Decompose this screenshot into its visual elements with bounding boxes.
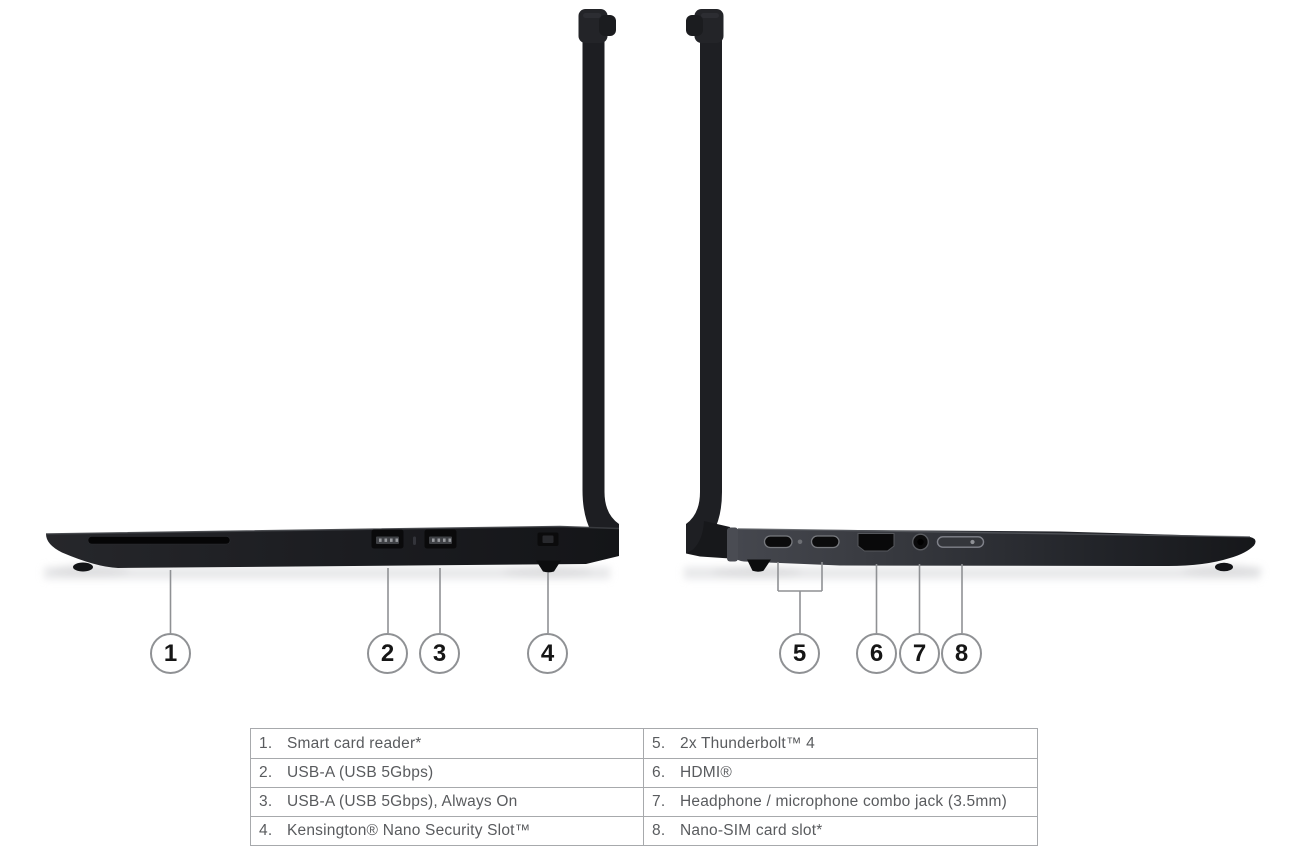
- callout-3-usb-a-always-on: 3: [419, 633, 460, 674]
- table-cell-num: 1.: [259, 734, 273, 752]
- laptop-right-hinge-cap: [727, 528, 738, 562]
- floor-shadow: [44, 565, 1262, 579]
- table-cell-num: 7.: [652, 793, 666, 810]
- laptop-left-side-view: [46, 9, 619, 572]
- hdmi-port: [858, 534, 894, 552]
- table-cell-num: 3.: [259, 793, 273, 810]
- table-cell-label: USB-A (USB 5Gbps), Always On: [287, 793, 518, 810]
- callout-5-thunderbolt: 5: [779, 633, 820, 674]
- laptop-right-base: [728, 529, 1256, 566]
- table-cell-label: 2x Thunderbolt™ 4: [680, 734, 815, 752]
- smart-card-reader-slot: [88, 537, 230, 545]
- table-cell-label: Kensington® Nano Security Slot™: [287, 822, 531, 839]
- thunderbolt-port-1: [765, 536, 793, 548]
- laptop-left-lid: [583, 38, 620, 554]
- table-cell-label: Headphone / microphone combo jack (3.5mm): [680, 793, 1007, 810]
- table-row-7: [643, 787, 1037, 816]
- table-row-1: [251, 729, 643, 758]
- table-cell-num: 2.: [259, 764, 273, 781]
- callout-8-nano-sim: 8: [941, 633, 982, 674]
- table-cell-label: HDMI®: [680, 764, 733, 781]
- laptop-left-front-foot: [73, 563, 93, 572]
- kensington-nano-security-slot: [538, 533, 559, 547]
- callout-2-usb-a: 2: [367, 633, 408, 674]
- callout-1-smart-card-reader: 1: [150, 633, 191, 674]
- callout-7-headphone-jack: 7: [899, 633, 940, 674]
- thunderbolt-port-2: [812, 536, 840, 548]
- callout-6-hdmi: 6: [856, 633, 897, 674]
- usb-a-port-1: [372, 530, 404, 549]
- table-cell-num: 8.: [652, 822, 666, 839]
- usb-a-port-2-always-on: [425, 530, 457, 549]
- always-on-indicator: [413, 537, 416, 546]
- table-row-8: [643, 816, 1037, 845]
- table-cell-label: Smart card reader*: [287, 734, 422, 752]
- port-legend-table: [250, 728, 1038, 846]
- callout-4-kensington-slot: 4: [527, 633, 568, 674]
- table-row-6: [643, 758, 1037, 787]
- table-row-5: [643, 729, 1037, 758]
- table-cell-num: 6.: [652, 764, 666, 781]
- laptop-left-lid-top-notch: [579, 9, 617, 43]
- laptop-right-front-foot: [1215, 563, 1233, 572]
- laptop-right-lid-top-notch: [686, 9, 724, 43]
- table-cell-num: 4.: [259, 822, 273, 839]
- headphone-jack: [913, 534, 929, 550]
- table-cell-label: USB-A (USB 5Gbps): [287, 764, 434, 781]
- laptop-right-lid: [686, 38, 722, 554]
- laptop-right-side-view: [686, 9, 1256, 572]
- emergency-reset-hole: [798, 540, 803, 545]
- table-cell-num: 5.: [652, 734, 666, 752]
- nano-sim-tray: [938, 537, 984, 547]
- table-cell-label: Nano-SIM card slot*: [680, 822, 823, 839]
- table-row-2: [251, 758, 643, 787]
- table-row-4: [251, 816, 643, 845]
- table-row-3: [251, 787, 643, 816]
